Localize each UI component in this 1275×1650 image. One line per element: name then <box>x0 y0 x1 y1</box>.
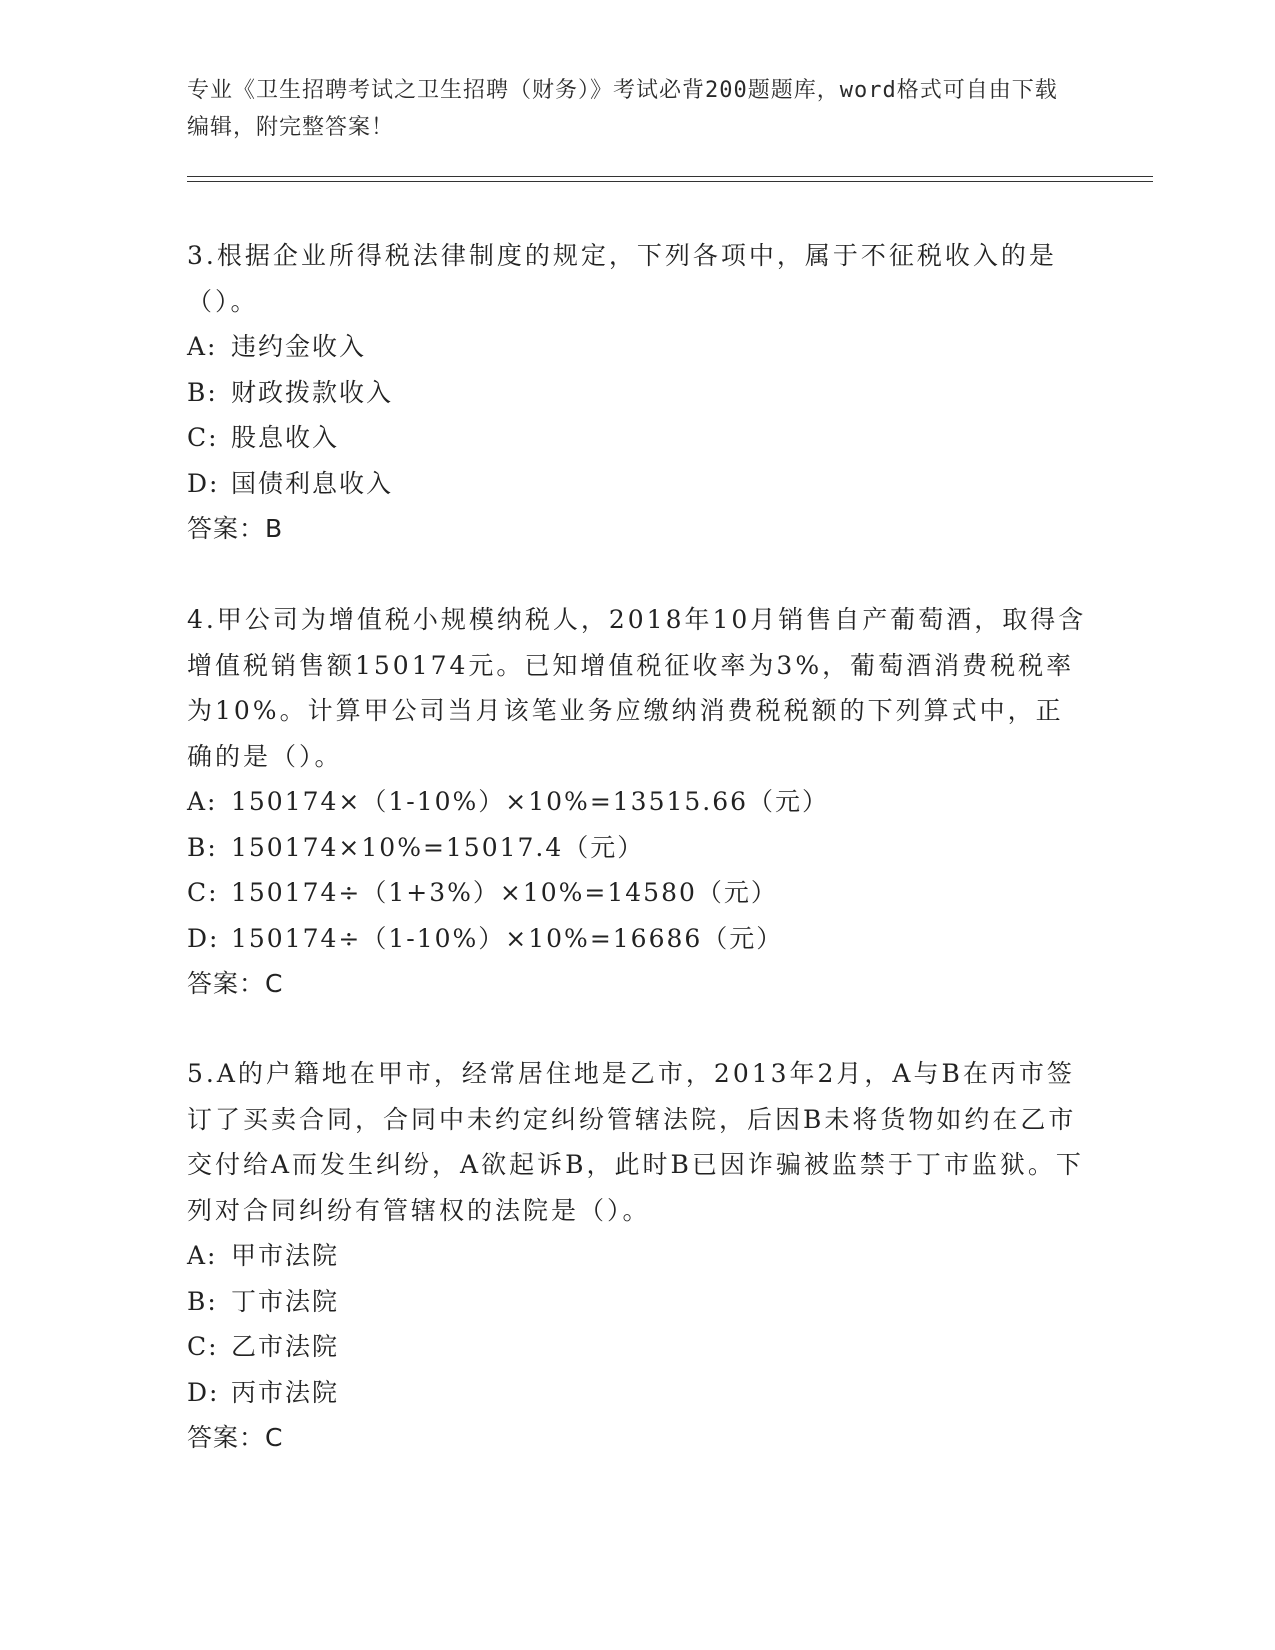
option-text: 财政拨款收入 <box>231 377 394 407</box>
option-letter: C: <box>187 878 219 907</box>
option-letter: D: <box>187 1377 220 1407</box>
option-letter: D: <box>187 468 220 498</box>
option-text: 乙市法院 <box>231 1332 340 1361</box>
option-text: 违约金收入 <box>231 332 367 361</box>
option-b <box>187 1279 1087 1325</box>
question-5 <box>187 1051 1087 1461</box>
option-text: 丁市法院 <box>231 1286 340 1316</box>
answer-line: 答案：C <box>187 1423 284 1452</box>
option-text: 150174÷（1-10%）×10%=16686（元） <box>231 923 784 953</box>
option-text: 甲市法院 <box>231 1241 340 1270</box>
question-4 <box>187 597 1087 1007</box>
option-c <box>187 1324 1087 1370</box>
option-letter: C: <box>187 1332 219 1361</box>
option-text: 150174×（1-10%）×10%=13515.66（元） <box>231 787 830 816</box>
question-stem: 5.A的户籍地在甲市，经常居住地是乙市，2013年2月，A与B在丙市签订了买卖合同，合同中未约定纠纷管辖法院，后因B未将货物如约在乙市交付给A而发生纠纷，A欲起诉B，此时B已因诈骗被监禁于丁市监狱。下列对合同纠纷有管辖权的法院是（）。 <box>187 1059 1084 1225</box>
option-c <box>187 870 1087 916</box>
option-b <box>187 825 1087 871</box>
document-header: 专业《卫生招聘考试之卫生招聘（财务）》考试必背200题题库，word格式可自由下载编辑，附完整答案！ <box>187 78 1058 140</box>
option-d <box>187 916 1087 962</box>
option-d <box>187 1370 1087 1416</box>
option-text: 150174÷（1+3%）×10%=14580（元） <box>231 878 778 907</box>
header-divider-line-double <box>187 181 1153 182</box>
option-c <box>187 415 1087 461</box>
option-b <box>187 370 1087 416</box>
option-text: 150174×10%=15017.4（元） <box>231 832 645 862</box>
option-letter: B: <box>187 377 218 407</box>
option-letter: B: <box>187 832 218 862</box>
question-stem: 3.根据企业所得税法律制度的规定，下列各项中，属于不征税收入的是（）。 <box>187 241 1057 316</box>
option-letter: A: <box>187 332 218 361</box>
option-a <box>187 324 1087 370</box>
option-letter: D: <box>187 923 220 953</box>
option-d <box>187 461 1087 507</box>
option-letter: C: <box>187 423 219 452</box>
option-letter: A: <box>187 1241 218 1270</box>
answer-line: 答案：B <box>187 514 284 543</box>
option-text: 国债利息收入 <box>231 468 394 498</box>
question-stem: 4.甲公司为增值税小规模纳税人，2018年10月销售自产葡萄酒，取得含增值税销售额150174元。已知增值税征收率为3%，葡萄酒消费税税率为10%。计算甲公司当月该笔业务应缴纳消费税税额的下列算式中，正确的是（）。 <box>187 605 1087 771</box>
option-text: 丙市法院 <box>231 1377 340 1407</box>
option-text: 股息收入 <box>231 423 340 452</box>
option-letter: B: <box>187 1286 218 1316</box>
option-letter: A: <box>187 787 218 816</box>
question-3 <box>187 233 1087 552</box>
header-divider-line <box>187 176 1153 177</box>
option-a <box>187 779 1087 825</box>
answer-line: 答案：C <box>187 969 284 998</box>
option-a <box>187 1233 1087 1279</box>
